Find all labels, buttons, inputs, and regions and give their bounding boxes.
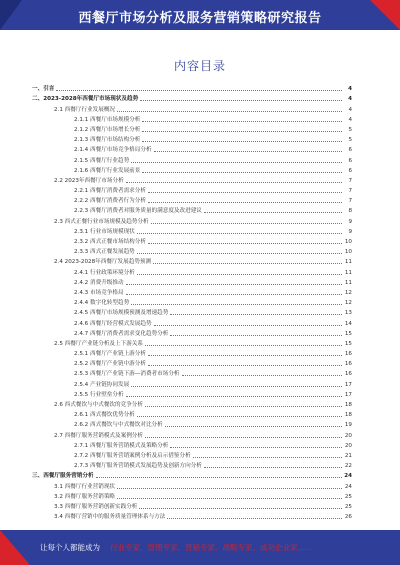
toc-entry[interactable] bbox=[32, 501, 352, 511]
toc-entry-label: 一、引言 bbox=[32, 86, 55, 93]
toc-entry[interactable] bbox=[32, 144, 352, 154]
toc-entry-label: 2.5 西餐厅产业链分析及上下游关系 bbox=[54, 340, 143, 347]
toc-leader-dots bbox=[151, 223, 342, 224]
toc-entry[interactable] bbox=[32, 165, 352, 175]
toc-leader-dots bbox=[148, 355, 342, 356]
toc-entry[interactable] bbox=[32, 419, 352, 429]
toc-leader-dots bbox=[154, 325, 342, 326]
toc-entry[interactable] bbox=[32, 358, 352, 368]
toc-entry-label: 2.4 2023-2028年西餐厅发展趋势预测 bbox=[54, 259, 152, 266]
toc-entry-label: 2.1.6 西餐厅行业发展前景 bbox=[74, 167, 141, 174]
toc-entry-label: 3.1 西餐厅行业营销现状 bbox=[54, 483, 116, 490]
toc-entry[interactable] bbox=[32, 297, 352, 307]
toc-entry-label: 3.2 西餐厅服务营销策略 bbox=[54, 493, 116, 500]
toc-leader-dots bbox=[148, 192, 342, 193]
toc-leader-dots bbox=[142, 121, 342, 122]
toc-leader-dots bbox=[148, 365, 342, 366]
toc-entry[interactable] bbox=[32, 368, 352, 378]
toc-entry-page: 6 bbox=[348, 167, 352, 174]
toc-leader-dots bbox=[148, 243, 342, 244]
toc-entry-label: 2.2 2023年西餐厅市场分析 bbox=[54, 177, 124, 184]
toc-leader-dots bbox=[204, 212, 342, 213]
toc-leader-dots bbox=[142, 172, 342, 173]
toc-entry-page: 24 bbox=[344, 483, 352, 490]
toc-entry-label: 2.4.3 市场竞争格局 bbox=[74, 289, 124, 296]
toc-entry-page: 7 bbox=[348, 188, 352, 195]
toc-entry-label: 2.3 西式正餐行业市场规模及趋势分析 bbox=[54, 218, 149, 225]
toc-entry-label: 2.7.3 西餐厅服务营销模式发展趋势及创新方向分析 bbox=[74, 463, 202, 470]
toc-entry-label: 2.4.1 行业政策环境分析 bbox=[74, 269, 135, 276]
report-title: 西餐厅市场分析及服务营销策略研究报告 bbox=[78, 11, 322, 26]
toc-entry[interactable] bbox=[32, 480, 352, 490]
toc-leader-dots bbox=[140, 100, 342, 101]
toc-entry-page: 6 bbox=[348, 157, 352, 164]
toc-entry-page: 4 bbox=[348, 96, 352, 103]
footer-slogan-text: 让每个人都能成为 bbox=[40, 543, 100, 552]
toc-entry-page: 22 bbox=[344, 463, 352, 470]
toc-entry[interactable] bbox=[32, 460, 352, 470]
toc-entry-page: 9 bbox=[348, 228, 352, 235]
toc-entry[interactable] bbox=[32, 246, 352, 256]
toc-leader-dots bbox=[167, 518, 342, 519]
footer-red-accent bbox=[0, 530, 30, 565]
toc-entry-page: 24 bbox=[344, 473, 352, 480]
toc-entry-label: 2.3.2 西式正餐市场结构分析 bbox=[74, 239, 146, 245]
toc-entry-page: 12 bbox=[344, 300, 352, 307]
toc-leader-dots bbox=[148, 202, 342, 203]
toc-leader-dots bbox=[126, 294, 342, 295]
footer-banner bbox=[0, 530, 400, 565]
toc-entry-page: 15 bbox=[344, 340, 352, 347]
toc-leader-dots bbox=[56, 90, 342, 91]
toc-entry-label: 2.5.5 行业壁垒分析 bbox=[74, 391, 124, 398]
toc-entry-label: 2.1.2 西餐厅市场增长分析 bbox=[74, 126, 141, 133]
toc-entry[interactable] bbox=[32, 93, 352, 103]
toc-leader-dots bbox=[117, 498, 342, 499]
toc-entry-page: 11 bbox=[344, 269, 352, 276]
toc-entry-page: 5 bbox=[348, 137, 352, 144]
toc-entry[interactable] bbox=[32, 348, 352, 358]
toc-entry-label: 2.1.3 西餐厅市场结构分析 bbox=[74, 137, 141, 144]
toc-entry-label: 2.4.2 消费升级推动 bbox=[74, 279, 124, 286]
toc-entry[interactable] bbox=[32, 511, 352, 521]
toc-leader-dots bbox=[170, 335, 342, 336]
toc-entry[interactable] bbox=[32, 195, 352, 205]
toc-entry-label: 2.5.2 西餐厅产业链中游分析 bbox=[74, 361, 146, 368]
toc-entry[interactable] bbox=[32, 114, 352, 124]
toc-entry[interactable] bbox=[32, 389, 352, 399]
toc-entry-label: 2.6.2 西式餐饮与中式餐饮对比分析 bbox=[74, 422, 163, 429]
toc-leader-dots bbox=[153, 263, 342, 264]
toc-leader-dots bbox=[170, 314, 342, 315]
toc-entry-page: 16 bbox=[344, 351, 352, 358]
toc-entry-page: 25 bbox=[344, 503, 352, 510]
toc-entry-label: 2.3.1 行业市场规模现状 bbox=[74, 228, 135, 235]
toc-leader-dots bbox=[204, 467, 342, 468]
toc-entry-label: 2.7.2 西餐厅服务营销案例分析及启示借鉴分析 bbox=[74, 452, 191, 459]
toc-leader-dots bbox=[142, 141, 342, 142]
toc-entry-page: 18 bbox=[344, 402, 352, 408]
toc-entry[interactable] bbox=[32, 103, 352, 113]
toc-entry-page: 5 bbox=[348, 126, 352, 133]
toc-leader-dots bbox=[170, 447, 342, 448]
toc-entry-label: 2.5.3 西餐厅产业链下游—消费者市场分析 bbox=[74, 371, 180, 378]
toc-entry-page: 26 bbox=[344, 514, 352, 521]
toc-leader-dots bbox=[145, 345, 342, 346]
toc-entry[interactable] bbox=[32, 205, 352, 215]
toc-entry-label: 2.4.6 西餐厅经营模式发展趋势 bbox=[74, 320, 152, 327]
toc-entry-page: 11 bbox=[344, 279, 352, 286]
toc-leader-dots bbox=[131, 304, 342, 305]
toc-entry-page: 17 bbox=[344, 391, 352, 398]
toc-leader-dots bbox=[137, 274, 342, 275]
toc-entry[interactable] bbox=[32, 124, 352, 134]
table-of-contents bbox=[32, 83, 352, 521]
toc-heading: 内容目录 bbox=[173, 59, 226, 73]
toc-entry-page: 6 bbox=[348, 147, 352, 154]
toc-entry[interactable] bbox=[32, 266, 352, 276]
toc-entry-page: 4 bbox=[348, 86, 352, 93]
toc-entry-page: 10 bbox=[344, 239, 352, 245]
toc-leader-dots bbox=[96, 477, 342, 478]
toc-entry-label: 3.3 西餐厅服务营销创新实践分析 bbox=[54, 503, 138, 510]
toc-leader-dots bbox=[145, 406, 342, 407]
toc-entry-label: 2.1 西餐厅行业发展概况 bbox=[54, 106, 116, 113]
toc-entry-page: 25 bbox=[344, 493, 352, 500]
toc-entry-page: 12 bbox=[344, 289, 352, 296]
footer-slogan bbox=[40, 542, 313, 553]
toc-entry-label: 2.2.3 西餐厅消费者对服务质量的满意度及改进建议 bbox=[74, 208, 202, 215]
toc-entry-label: 三、西餐厅服务营销分析 bbox=[32, 473, 94, 480]
toc-entry-label: 2.2.2 西餐厅消费者行为分析 bbox=[74, 198, 146, 205]
toc-entry[interactable] bbox=[32, 134, 352, 144]
toc-leader-dots bbox=[117, 488, 342, 489]
toc-entry-page: 7 bbox=[348, 198, 352, 205]
toc-entry-label: 2.3.3 西式正餐发展趋势 bbox=[74, 249, 135, 256]
toc-entry-page: 4 bbox=[348, 116, 352, 123]
toc-leader-dots bbox=[182, 375, 342, 376]
toc-entry-page: 20 bbox=[344, 432, 352, 439]
toc-leader-dots bbox=[193, 457, 342, 458]
toc-entry-label: 2.4.7 西餐厅消费者需求变化趋势分析 bbox=[74, 330, 169, 337]
toc-leader-dots bbox=[142, 131, 342, 132]
toc-entry[interactable] bbox=[32, 470, 352, 480]
toc-entry-label: 2.5.4 产业链协同发展 bbox=[74, 381, 130, 388]
toc-leader-dots bbox=[165, 426, 342, 427]
toc-entry-label: 二、2023-2028年西餐厅市场现状及趋势 bbox=[32, 96, 139, 103]
toc-entry[interactable] bbox=[32, 338, 352, 348]
header-banner bbox=[0, 0, 400, 30]
toc-entry-page: 16 bbox=[344, 361, 352, 368]
toc-entry-page: 14 bbox=[344, 320, 352, 327]
toc-entry-label: 2.6 西式餐饮与中式餐饮的竞争分析 bbox=[54, 402, 143, 408]
toc-entry[interactable] bbox=[32, 277, 352, 287]
toc-entry[interactable] bbox=[32, 409, 352, 419]
toc-entry-page: 8 bbox=[348, 208, 352, 215]
toc-entry-label: 2.7.1 西餐厅服务营销模式及策略分析 bbox=[74, 442, 169, 449]
toc-leader-dots bbox=[154, 151, 342, 152]
toc-entry-label: 2.1.1 西餐厅市场规模分析 bbox=[74, 116, 141, 123]
toc-entry-label: 2.1.4 西餐厅市场竞争格局分析 bbox=[74, 147, 152, 154]
toc-entry[interactable] bbox=[32, 328, 352, 338]
toc-entry-page: 21 bbox=[344, 452, 352, 459]
toc-leader-dots bbox=[126, 396, 342, 397]
toc-entry-label: 2.4.5 西餐厅市场规模预测及增速趋势 bbox=[74, 310, 169, 317]
toc-leader-dots bbox=[117, 111, 342, 112]
toc-entry-page: 15 bbox=[344, 330, 352, 337]
toc-leader-dots bbox=[137, 253, 342, 254]
toc-entry-label: 2.4.4 数字化转型趋势 bbox=[74, 300, 130, 307]
toc-entry[interactable] bbox=[32, 154, 352, 164]
toc-entry[interactable] bbox=[32, 440, 352, 450]
toc-entry-label: 2.2.1 西餐厅消费者需求分析 bbox=[74, 188, 146, 195]
toc-leader-dots bbox=[126, 284, 342, 285]
toc-entry[interactable] bbox=[32, 185, 352, 195]
toc-entry[interactable] bbox=[32, 429, 352, 439]
toc-entry-page: 20 bbox=[344, 442, 352, 449]
toc-entry-page: 4 bbox=[348, 106, 352, 113]
toc-entry-label: 2.6.1 西式餐饮优势分析 bbox=[74, 412, 135, 419]
toc-entry-label: 2.5.1 西餐厅产业链上游分析 bbox=[74, 351, 146, 358]
toc-entry[interactable] bbox=[32, 399, 352, 409]
toc-entry-label: 3.4 西餐厅营销中的服务质量管理体系与方法 bbox=[54, 514, 166, 521]
toc-entry-page: 11 bbox=[344, 259, 352, 266]
toc-entry-label: 2.1.5 西餐厅行业趋势 bbox=[74, 157, 130, 164]
toc-leader-dots bbox=[126, 182, 342, 183]
toc-entry-page: 18 bbox=[344, 412, 352, 419]
toc-entry-page: 16 bbox=[344, 371, 352, 378]
toc-entry[interactable] bbox=[32, 175, 352, 185]
toc-entry-page: 19 bbox=[344, 422, 352, 429]
toc-entry-page: 10 bbox=[344, 249, 352, 256]
toc-entry[interactable] bbox=[32, 226, 352, 236]
toc-leader-dots bbox=[137, 416, 342, 417]
toc-leader-dots bbox=[145, 437, 342, 438]
toc-leader-dots bbox=[137, 233, 342, 234]
toc-entry[interactable] bbox=[32, 236, 352, 246]
toc-entry[interactable] bbox=[32, 491, 352, 501]
toc-entry[interactable] bbox=[32, 317, 352, 327]
toc-leader-dots bbox=[139, 508, 342, 509]
toc-entry-page: 13 bbox=[344, 310, 352, 317]
toc-entry[interactable] bbox=[32, 256, 352, 266]
toc-entry-label: 2.7 西餐厅服务营销模式及案例分析 bbox=[54, 432, 143, 439]
toc-leader-dots bbox=[131, 386, 342, 387]
toc-entry-page: 7 bbox=[348, 177, 352, 184]
toc-entry[interactable] bbox=[32, 287, 352, 297]
toc-leader-dots bbox=[131, 162, 342, 163]
toc-entry[interactable] bbox=[32, 307, 352, 317]
toc-entry[interactable] bbox=[32, 378, 352, 388]
toc-entry[interactable] bbox=[32, 450, 352, 460]
toc-entry-page: 17 bbox=[344, 381, 352, 388]
toc-entry[interactable] bbox=[32, 215, 352, 225]
footer-slogan-highlight: 行业专家、管理专家、营销专家、战略专家、成功企业家…… bbox=[110, 543, 313, 552]
toc-entry-page: 9 bbox=[348, 218, 352, 225]
toc-entry[interactable] bbox=[32, 83, 352, 93]
